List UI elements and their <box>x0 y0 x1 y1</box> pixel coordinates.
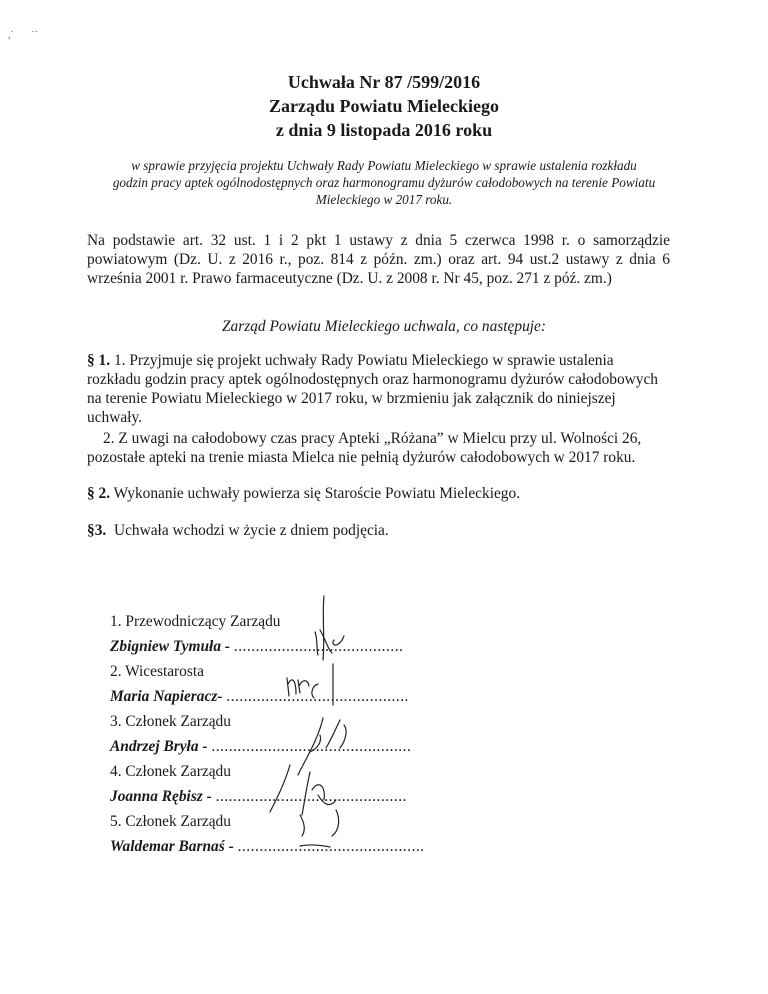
signature-2 <box>287 664 333 705</box>
subject-line-3: Mieleckiego w 2017 roku. <box>315 192 453 207</box>
section-1-line-1: § 1. 1. Przyjmuje się projekt uchwały Rady Powiatu Mieleckiego w sprawie ustalenia <box>87 352 614 369</box>
section-1-line-2: rozkładu godzin pracy aptek ogólnodostępnych oraz harmonogramu dyżurów całodobowych <box>87 371 658 388</box>
signatory-5-role: 5. Członek Zarządu <box>110 813 231 830</box>
section-1-point-2-line-2: pozostałe apteki na trenie miasta Mielca nie pełnią dyżurów całodobowych w 2017 roku. <box>87 449 636 466</box>
subject-line-1: w sprawie przyjęcia projektu Uchwały Rady Powiatu Mieleckiego w sprawie ustalenia rozkładu <box>131 158 637 173</box>
signatory-5-name: Waldemar Barnaś - ........................................... <box>110 838 425 855</box>
section-3-label: §3. <box>87 522 107 539</box>
section-1-point-2-line-1: 2. Z uwagi na całodobowy czas pracy Apteki „Różana” w Mielcu przy ul. Wolności 26, <box>103 430 642 447</box>
section-2-label: § 2. <box>87 485 111 502</box>
section-2: § 2. Wykonanie uchwały powierza się Staroście Powiatu Mieleckiego. <box>87 485 521 502</box>
signature-3 <box>298 718 346 775</box>
signatory-3-role: 3. Członek Zarządu <box>110 713 231 730</box>
signatory-2-role: 2. Wicestarosta <box>110 663 204 680</box>
resolution-number: Uchwała Nr 87 /599/2016 <box>287 72 481 92</box>
section-1-line-3: na terenie Powiatu Mieleckiego w 2017 roku, w brzmieniu jak załącznik do niniejszej <box>87 390 616 407</box>
issuing-body: Zarządu Powiatu Mieleckiego <box>269 96 499 116</box>
signatory-2-name: Maria Napieracz- .......................................... <box>110 688 409 705</box>
signatory-1-role: 1. Przewodniczący Zarządu <box>110 613 281 630</box>
signatory-3-name: Andrzej Bryła - .............................................. <box>110 738 412 755</box>
subject-line-2: godzin pracy aptek ogólnodostępnych oraz harmonogramu dyżurów całodobowych na terenie Powiatu <box>112 175 656 190</box>
legal-basis: Na podstawie art. 32 ust. 1 i 2 pkt 1 ustawy z dnia 5 czerwca 1998 r. o samorządzie powiatowym (Dz. U. z 2016 r., poz. 814 z późn. zm.) oraz art. 94 ust.2 ustawy z dnia 6 września 2001 r. Prawo farmaceutyczne (Dz. U. z 2008 r. Nr 45, poz. 271 z póź. zm.) <box>87 232 670 287</box>
resolves-clause: Zarząd Powiatu Mieleckiego uchwala, co następuje: <box>222 318 546 335</box>
signature-1 <box>315 596 344 660</box>
section-1-line-4: uchwały. <box>87 409 142 426</box>
scan-artifact: ,˙ ˙˙ <box>8 30 38 41</box>
signatory-4-role: 4. Członek Zarządu <box>110 763 231 780</box>
signature-4 <box>270 765 339 836</box>
section-1-label: § 1. <box>87 352 111 369</box>
signatory-4-name: Joanna Rębisz - ............................................ <box>110 788 407 805</box>
signature-5 <box>300 845 330 847</box>
section-3: §3. Uchwała wchodzi w życie z dniem podjęcia. <box>87 522 389 539</box>
resolution-date: z dnia 9 listopada 2016 roku <box>275 120 493 140</box>
signatory-1-name: Zbigniew Tymuła - ....................................... <box>110 638 404 655</box>
